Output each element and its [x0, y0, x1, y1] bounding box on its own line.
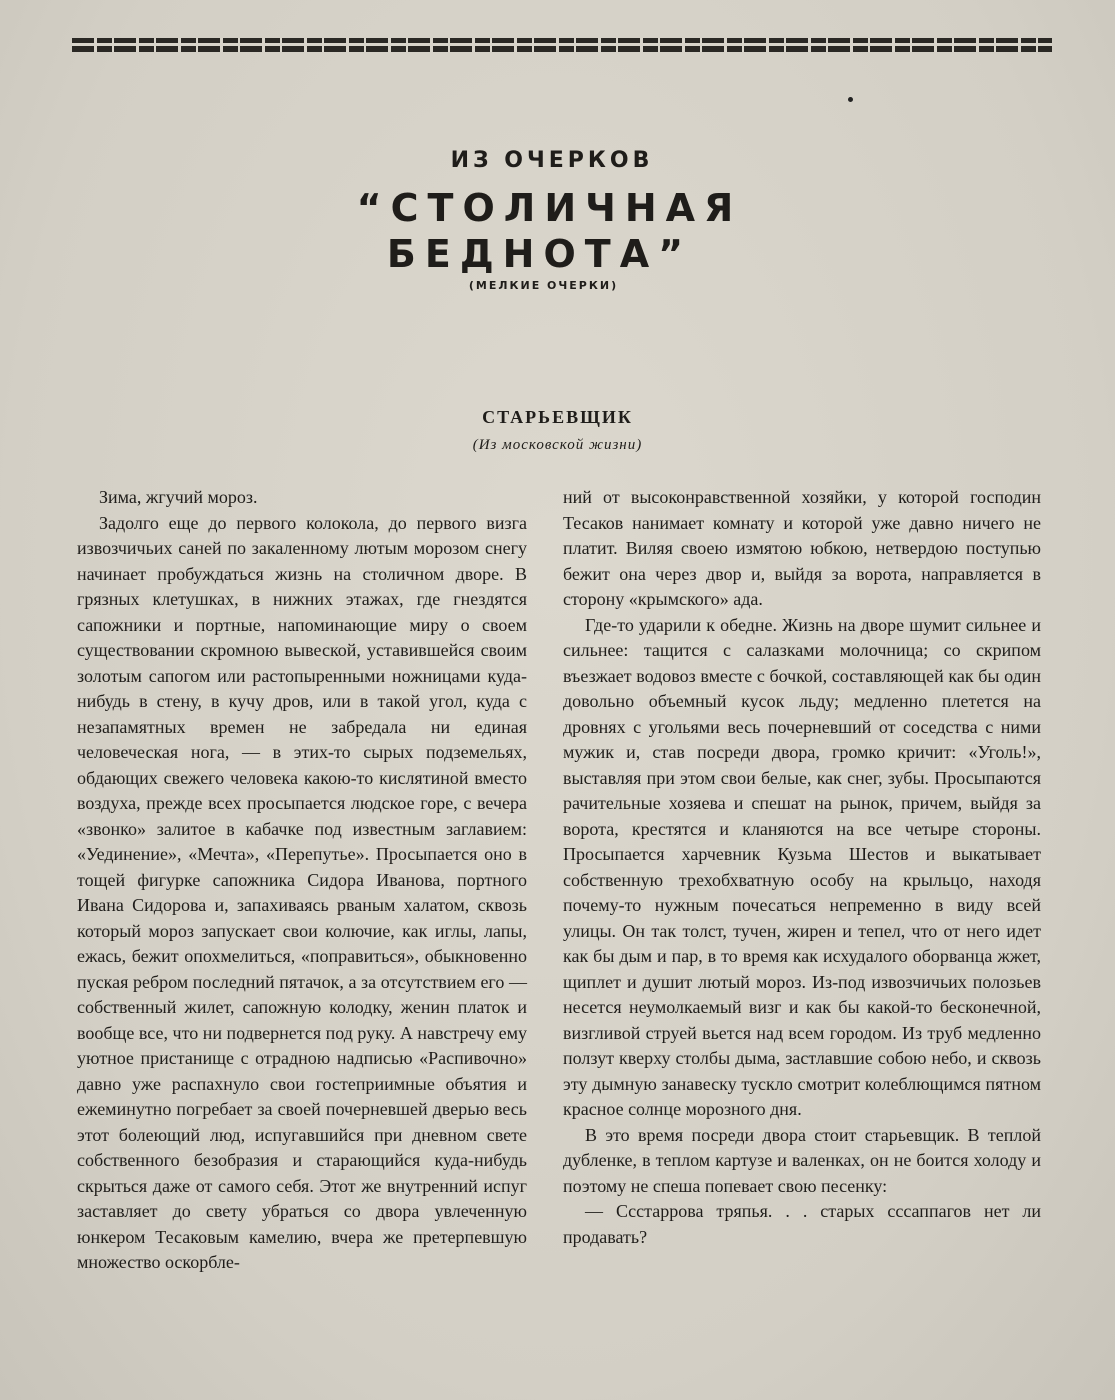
section-title: СТАРЬЕВЩИК — [482, 407, 633, 427]
pre-title: ИЗ ОЧЕРКОВ — [450, 148, 654, 173]
paragraph: — Ссстаррова тряпья. . . старых сссаппагов нет ли продавать? — [563, 1201, 1041, 1247]
paragraph: В это время посреди двора стоит старьевщик. В теплой дубленке, в теплом картузе и валенках, он не боится холоду и поэтому не спеша попевает свою песенку: — [563, 1124, 1041, 1196]
right-text-column — [563, 485, 1041, 1250]
title-line-2: БЕДНОТА” — [386, 232, 693, 276]
left-text-column — [77, 485, 527, 1276]
paragraph: Где-то ударили к обедне. Жизнь на дворе шумит сильнее и сильнее: тащится с салазками молочница; со скрипом въезжает водовоз вместе с бочкой, составляющей как бы один довольно объемный кусок льду; медленно плетется на дровнях с угольями весь почерневший от соседства с ними мужик и, став посреди двора, громко кричит: «Уголь!», выставляя при этом свои белые, как снег, зубы. Просыпаются рачительные хозяева и спешат на рынок, причем, выйдя за ворота, крестятся и кланяются на все четыре стороны. Просыпается харчевник Кузьма Шестов и выкатывает собственную трехобхватную особу на крыльцо, находя почему-то нужным почесаться непременно в виду всей улицы. Он так толст, тучен, жирен и тепел, что от него идет как бы дым и пар, в то время как исхудалого оборванца жжет, щиплет и душит лютый мороз. Из-под извозчичьих полозьев несется неумолкаемый визг и как бы какой-то бесконечной, визгливой струей вьется над всем городом. Из труб медленно ползут кверху столбы дыма, застлавшие собою небо, и сквозь эту дымную занавеску тускло смотрит колеблющимся пятном красное солнце морозного дня. — [563, 614, 1041, 1119]
title-line-1: “СТОЛИЧНАЯ — [356, 186, 743, 230]
subtitle: (МЕЛКИЕ ОЧЕРКИ) — [468, 279, 619, 292]
paragraph: Зима, жгучий мороз. — [99, 487, 258, 507]
section-subtitle: (Из московской жизни) — [472, 437, 643, 453]
paragraph: Задолго еще до первого колокола, до первого визга извозчичьих саней по закаленному лютым морозом снегу начинает пробуждаться жизнь на столичном дворе. В грязных клетушках, в нижних этажах, где гнездятся сапожники и портные, напоминающие миру о своем существовании скромною вывеской, уставившейся своим золотым сапогом или растопыренными ножницами куда-нибудь в стену, в кучу дров, или в такой угол, куда с незапамятных времен не забредала ни единая человеческая нога, — в этих-то сырых подземельях, обдающих свежего человека какою-то кислятиной вместо воздуха, прежде всех просыпается людское горе, с вечера «звонко» залитое в кабачке под известным заглавием: «Уединение», «Мечта», «Перепутье». Просыпается оно в тощей фигурке сапожника Сидора Иванова, портного Ивана Сидорова и, запахиваясь рваным халатом, сквозь который мороз запускает свои колючие, как иглы, лапы, ежась, бежит опохмелиться, «поправиться», обыкновенно пуская ребром последний пятачок, а за отсутствием его — собственный жилет, сапожную колодку, женин платок и вообще все, что ни подвернется под руку. А навстречу ему уютное пристанище с отрадною надписью «Распивочно» давно уже распахнуло свои гостеприимные объятия и ежеминутно погребает за своей почерневшей дверью весь этот болеющий люд, испугавшийся при дневном свете собственного безобразия и старающийся куда-нибудь скрыться даже от самого себя. Этот же внутренний испуг заставляет до свету убраться со двора увлеченную юнкером Тесаковым камелию, вчера же претерпевшую множество оскорбле- — [77, 512, 527, 1272]
ink-speck — [848, 97, 853, 102]
paragraph: ний от высоконравственной хозяйки, у которой господин Тесаков нанимает комнату и которой уже давно ничего не платит. Виляя своею измятою юбкою, нетвердою поступью бежит она через двор и, выйдя за ворота, направляется в сторону «крымского» ада. — [563, 487, 1041, 609]
decorative-top-rule — [72, 38, 1052, 52]
